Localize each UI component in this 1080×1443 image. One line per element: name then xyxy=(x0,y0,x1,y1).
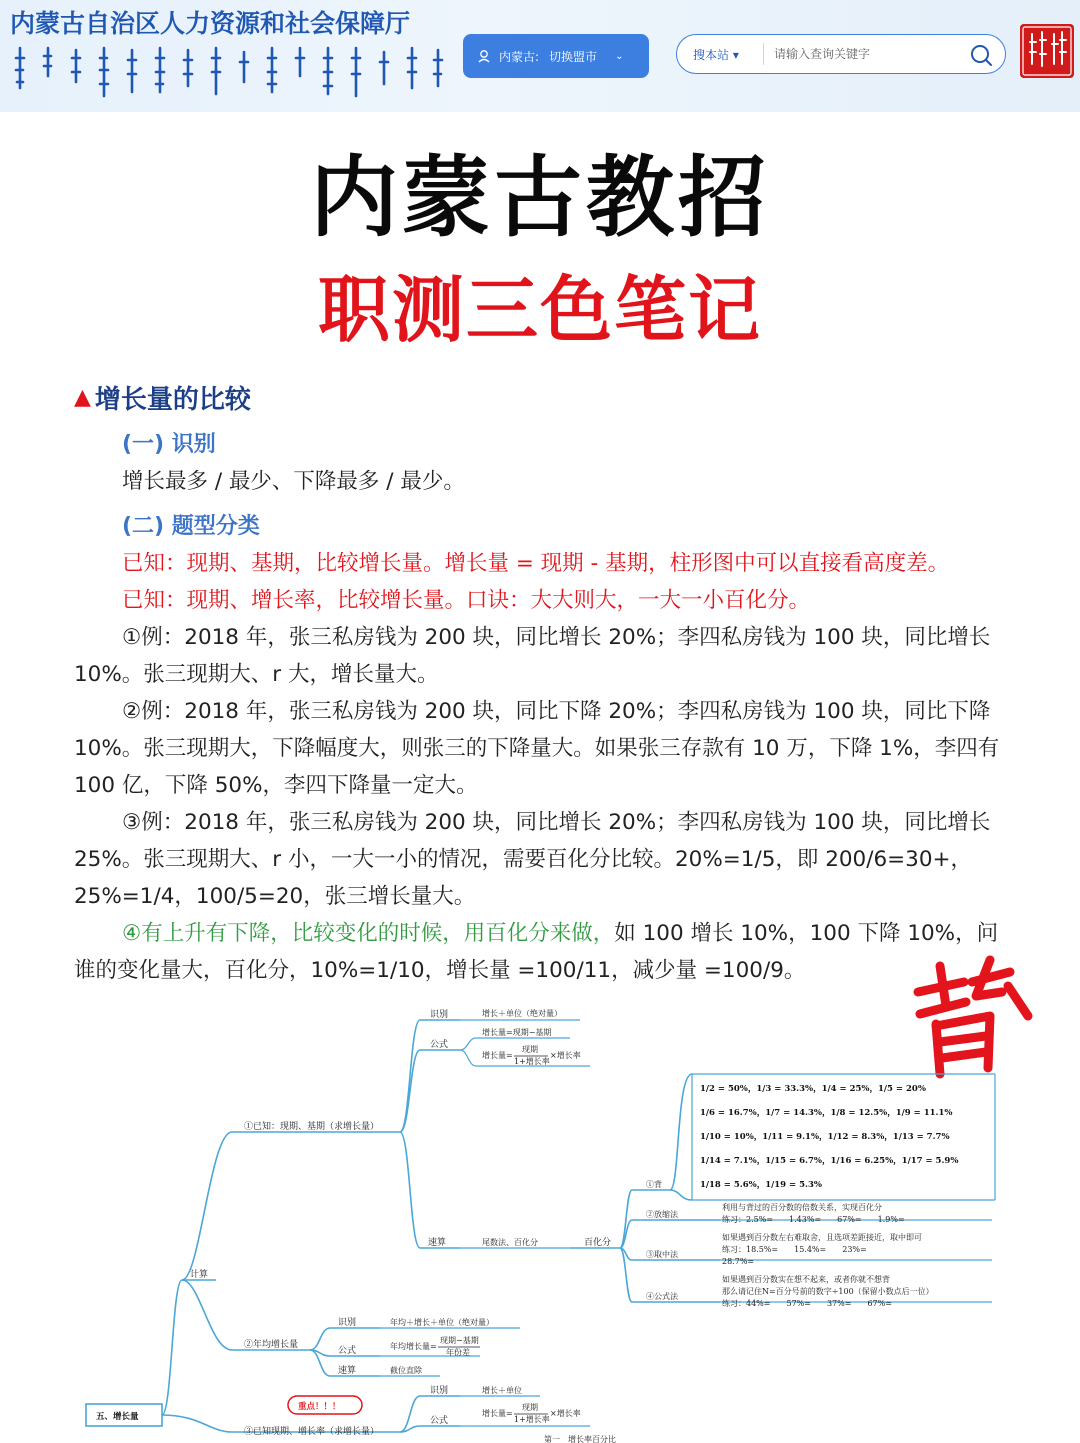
mm-b3-formula-num: 现期 xyxy=(522,1403,538,1412)
mid-practice-2: 28.7%= xyxy=(722,1257,755,1266)
mm-b2-formula-num: 现期−基期 xyxy=(440,1336,479,1345)
search-scope-select[interactable]: 搜本站 ▾ xyxy=(693,47,739,62)
mm-b2-identify: 年均＋增长＋单位（绝对量） xyxy=(390,1318,494,1327)
mm-b2-identify-label: 识别 xyxy=(338,1318,357,1328)
region-label: 内蒙古: xyxy=(499,49,540,64)
identify-text: 增长最多 / 最少、下降最多 / 最少。 xyxy=(122,469,465,494)
search-box xyxy=(676,34,1006,74)
formula-practice: 练习：44%= 57%= 37%= 67%= xyxy=(722,1299,892,1308)
mm-bottom-cut: 第一 增长率百分比 xyxy=(544,1435,616,1443)
mm-b1-formula-2-num: 现期 xyxy=(522,1045,538,1054)
example-2: ②例：2018 年，张三私房钱为 200 块，同比下降 20%；李四私房钱为 100 块，同比下降 10%。张三现期大，下降幅度大，则张三的下降量大。如果张三存款有 10 万，下降 1%，李四有 100 亿，下降 50%，李四下降量一定大。 xyxy=(74,699,1000,798)
mongolian-script-logo xyxy=(14,44,444,104)
site-header xyxy=(0,0,1080,112)
mm-branch-3: ③已知现期、增长率（求增长量） xyxy=(244,1427,380,1437)
mm-b1-formula-1: 增长量=现期−基期 xyxy=(482,1028,552,1037)
example-4 xyxy=(74,915,1014,989)
mid-practice: 练习：18.5%= 15.4%= 23%= xyxy=(722,1245,867,1254)
mid-text: 如果遇到百分数左右难取舍，且选项差距接近，取中即可 xyxy=(722,1233,922,1242)
seal-logo xyxy=(1020,24,1074,78)
mm-branch-1: ①已知：现期、基期（求增长量） xyxy=(244,1122,380,1132)
frac-row-5: 1/18 = 5.6%，1/19 = 5.3% xyxy=(700,1180,823,1190)
mm-b1-speed-label: 速算 xyxy=(428,1238,447,1248)
mm-root: 五、增长量 xyxy=(96,1412,139,1422)
mm-b1-identify: 增长＋单位（绝对量） xyxy=(482,1009,562,1018)
mm-b1-formula-2-rhs: ×增长率 xyxy=(550,1051,581,1060)
region-switch-button[interactable] xyxy=(463,34,649,78)
mm-zoom: ②放缩法 xyxy=(646,1210,678,1219)
mm-b1-formula-2-lhs: 增长量= xyxy=(482,1051,513,1060)
example-1: ①例：2018 年，张三私房钱为 200 块，同比增长 20%；李四私房钱为 100 块，同比增长 10%。张三现期大、r 大，增长量大。 xyxy=(74,625,991,687)
search-icon[interactable] xyxy=(969,43,993,67)
triangle-icon: ▲ xyxy=(74,384,91,410)
frac-row-4: 1/14 = 7.1%，1/15 = 6.7%，1/16 = 6.25%，1/17 = 5.9% xyxy=(700,1156,959,1166)
mm-b2-speed: 截位直除 xyxy=(390,1366,422,1375)
mm-b1-speed: 尾数法、百化分 xyxy=(482,1238,538,1247)
mm-pct-node: 百化分 xyxy=(584,1238,612,1248)
mm-b2-speed-label: 速算 xyxy=(338,1366,357,1376)
region-switch-label: 切换盟市 xyxy=(549,49,598,64)
divider xyxy=(763,43,764,65)
mm-b1-formula-label: 公式 xyxy=(430,1040,449,1050)
frac-row-1: 1/2 = 50%，1/3 = 33.3%，1/4 = 25%，1/5 = 20% xyxy=(700,1084,926,1094)
page-subtitle: 职测三色笔记 xyxy=(317,267,762,352)
important-badge: 重点！！！ xyxy=(298,1402,341,1412)
mm-branch-2: ②年均增长量 xyxy=(244,1340,299,1350)
mm-b2-formula-label: 公式 xyxy=(338,1346,357,1356)
mm-calc: 计算 xyxy=(190,1270,209,1280)
example-4-highlight: ④有上升有下降，比较变化的时候，用百化分来做， xyxy=(122,921,615,946)
chevron-down-icon: ⌄ xyxy=(615,50,624,62)
mm-formula-method: ④公式法 xyxy=(646,1292,678,1301)
zoom-text: 利用与背过的百分数的倍数关系，实现百化分 xyxy=(722,1203,882,1212)
mm-b1-identify-label: 识别 xyxy=(430,1010,449,1020)
mm-b1-formula-2-den: 1+增长率 xyxy=(514,1057,550,1066)
section-heading-text: 增长量的比较 xyxy=(94,384,251,415)
example-3: ③例：2018 年，张三私房钱为 200 块，同比增长 20%；李四私房钱为 100 块，同比增长 25%。张三现期大、r 小，一大一小的情况，需要百化分比较。20%=1/5，即 200/6=30+，25%=1/4，100/5=20，张三增长量大。 xyxy=(74,810,991,909)
notes-content xyxy=(74,375,1014,989)
location-icon xyxy=(477,49,491,63)
mm-mid: ③取中法 xyxy=(646,1250,678,1259)
known-current-base-note: 已知：现期、基期，比较增长量。增长量 = 现期 - 基期，柱形图中可以直接看高度差。 xyxy=(122,551,950,576)
sub-heading-types: (二) 题型分类 xyxy=(122,514,260,539)
mm-b3-formula-lhs: 增长量= xyxy=(482,1409,513,1418)
mm-b2-formula-lhs: 年均增长量= xyxy=(390,1342,437,1351)
example-4-text: 如 100 增长 10%，100 下降 10%，问谁的变化量大，百化分，10%=1/10，增长量 =100/11，减少量 =100/9。 xyxy=(74,921,999,983)
mm-b3-identify-label: 识别 xyxy=(430,1386,449,1396)
sub-heading-identify: (一) 识别 xyxy=(122,432,216,457)
site-title[interactable]: 内蒙古自治区人力资源和社会保障厅 xyxy=(10,9,411,38)
mm-b2-formula-den: 年份差 xyxy=(446,1348,470,1357)
known-current-rate-note: 已知：现期、增长率，比较增长量。口诀：大大则大，一大一小百化分。 xyxy=(122,588,811,613)
mm-b3-formula-label: 公式 xyxy=(430,1416,449,1426)
mm-memorize: ①背 xyxy=(646,1180,662,1189)
page-title: 内蒙古教招 xyxy=(309,146,770,249)
zoom-practice: 练习：2.5%= 1.43%= 67%= 1.9%= xyxy=(722,1215,905,1224)
mind-map xyxy=(0,990,1080,1443)
mm-b3-formula-rhs: ×增长率 xyxy=(550,1409,581,1418)
mm-b3-identify: 增长＋单位 xyxy=(482,1386,522,1395)
search-input[interactable] xyxy=(772,46,966,62)
frac-row-2: 1/6 = 16.7%，1/7 = 14.3%，1/8 = 12.5%，1/9 = 11.1% xyxy=(700,1108,953,1118)
mm-b3-formula-den: 1+增长率 xyxy=(514,1415,550,1424)
formula-text-1: 如果遇到百分数实在想不起来，或者你就不想背 xyxy=(722,1275,890,1284)
section-heading xyxy=(74,375,1014,419)
formula-text-2: 那么请记住N=百分号前的数字÷100（保留小数点后一位） xyxy=(722,1287,934,1296)
frac-row-3: 1/10 = 10%，1/11 = 9.1%，1/12 = 8.3%，1/13 = 7.7% xyxy=(700,1132,950,1142)
